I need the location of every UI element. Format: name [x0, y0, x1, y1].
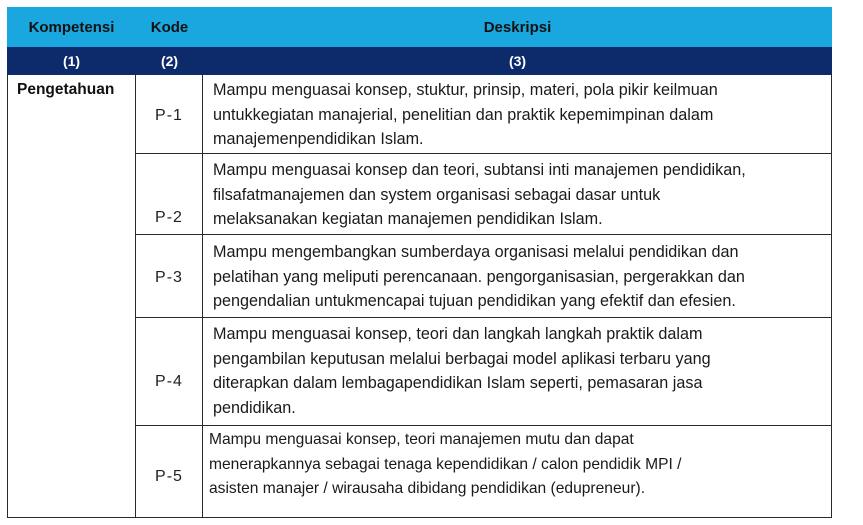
desc-line: pengambilan keputusan melalui berbagai model aplikasi terbaru yang — [213, 349, 711, 368]
deskripsi-p5 — [203, 428, 832, 516]
category-pengetahuan: Pengetahuan — [17, 81, 115, 98]
deskripsi-p1 — [203, 78, 823, 154]
kode-p4: P-4 — [155, 373, 183, 390]
numbering-col3: (3) — [508, 53, 527, 69]
desc-line: manajemenpendidikan Islam. — [213, 130, 424, 148]
desc-line: melaksanakan kegiatan manajemen pendidikan Islam. — [213, 210, 603, 228]
header-deskripsi: Deskripsi — [483, 18, 552, 36]
table-numbering-row — [7, 47, 832, 75]
border-col1 — [135, 75, 136, 518]
desc-line: menerapkannya sebagai tenaga kependidikan / calon pendidik MPI / — [209, 455, 682, 473]
desc-line: pelatihan yang meliputi perencanaan. pengorganisasian, pergerakkan dan — [213, 267, 745, 286]
deskripsi-p3 — [203, 240, 832, 316]
desc-line: Mampu mengembangkan sumberdaya organisasi melalui pendidikan dan — [213, 243, 739, 261]
kode-p3: P-3 — [155, 269, 183, 286]
kode-p5: P-5 — [155, 468, 183, 485]
numbering-col1: (1) — [62, 53, 81, 69]
deskripsi-p4 — [203, 322, 832, 424]
kode-p1: P-1 — [155, 107, 183, 124]
border-left — [7, 75, 8, 518]
desc-line: Mampu menguasai konsep dan teori, subtansi inti manajemen pendidikan, — [213, 161, 746, 179]
table-header-row — [7, 7, 832, 47]
desc-line: asisten manajer / wirausaha dibidang pendidikan (edupreneur). — [209, 480, 646, 497]
header-kompetensi: Kompetensi — [28, 18, 115, 36]
desc-line: Mampu menguasai konsep, stuktur, prinsip, materi, pola pikir keilmuan — [213, 81, 718, 99]
kode-p2: P-2 — [155, 209, 183, 226]
desc-line: Mampu menguasai konsep, teori dan langkah langkah praktik dalam — [213, 325, 703, 343]
desc-line: diterapkan dalam lembagapendidikan Islam seperti, pemasaran jasa — [213, 374, 703, 392]
desc-line: untukkegiatan manajerial, penelitian dan praktik kepemimpinan dalam — [213, 105, 714, 124]
header-kode: Kode — [150, 18, 189, 36]
deskripsi-p2 — [203, 158, 832, 234]
desc-line: Mampu menguasai konsep, teori manajemen mutu dan dapat — [209, 431, 634, 448]
numbering-col2: (2) — [160, 53, 179, 69]
row-divider-2 — [135, 234, 832, 235]
row-divider-3 — [135, 317, 832, 318]
desc-line: pendidikan. — [213, 398, 296, 417]
border-bottom — [7, 517, 832, 518]
desc-line: pengendalian untukmencapai tujuan pendidikan yang efektif dan efesien. — [213, 292, 736, 310]
row-divider-4 — [135, 425, 832, 426]
desc-line: filsafatmanajemen dan system organisasi sebagai dasar untuk — [213, 185, 661, 204]
